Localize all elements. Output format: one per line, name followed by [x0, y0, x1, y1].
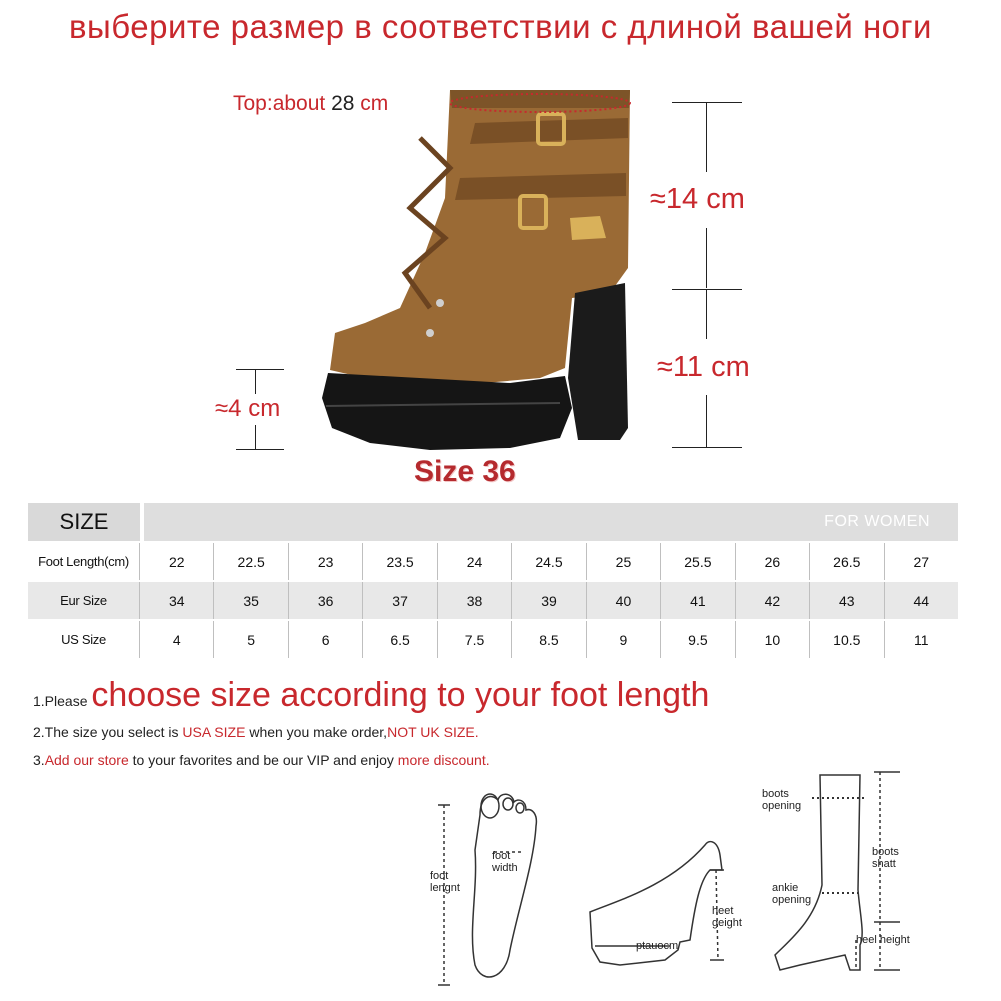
heel-height-label: ≈11 cm	[657, 351, 750, 383]
foot-length-label: foot lengnt	[430, 870, 460, 894]
boot-image	[310, 78, 640, 468]
shaft-height-label: ≈14 cm	[650, 183, 745, 215]
note-2: 2.The size you select is USA SIZE when you make order,NOT UK SIZE.	[33, 724, 479, 740]
table-row-eur-size: Eur Size 34 35 36 37 38 39 40 41 42 43 44	[28, 582, 958, 619]
boots-shaft-label: boots shatt	[872, 846, 899, 870]
table-row-us-size: US Size 4 5 6 6.5 7.5 8.5 9 9.5 10 10.5 11	[28, 621, 958, 658]
top-circumference-label: Top:about 28 cm	[233, 92, 389, 115]
page-heading: выберите размер в соответствии с длиной вашей ноги	[68, 8, 932, 45]
heel-height-label: heet geight	[712, 905, 742, 929]
size-table	[28, 503, 958, 658]
table-subtitle: FOR WOMEN	[144, 503, 958, 541]
measurement-diagrams	[420, 770, 980, 995]
foot-width-label: foot width	[492, 850, 518, 874]
table-row-foot-length: Foot Length(cm) 22 22.5 23 23.5 24 24.5 25 25.5 26 26.5 27	[28, 543, 958, 580]
note-1: 1.Please choose size according to your foot length	[33, 676, 710, 714]
top-circumference-ring	[445, 88, 635, 118]
ankle-opening-label: ankie opening	[772, 882, 812, 906]
heel-height-label-boot: heel height	[856, 934, 910, 946]
boots-opening-label: boots opening	[762, 788, 802, 812]
platform-height-label: ≈4 cm	[215, 395, 281, 422]
platform-label: ptauocm	[636, 940, 679, 952]
note-3: 3.Add our store to your favorites and be our VIP and enjoy more discount.	[33, 752, 490, 768]
add-store-link[interactable]: Add our store	[44, 752, 129, 768]
table-title: SIZE	[28, 503, 140, 541]
model-size-label: Size 36	[414, 455, 516, 488]
